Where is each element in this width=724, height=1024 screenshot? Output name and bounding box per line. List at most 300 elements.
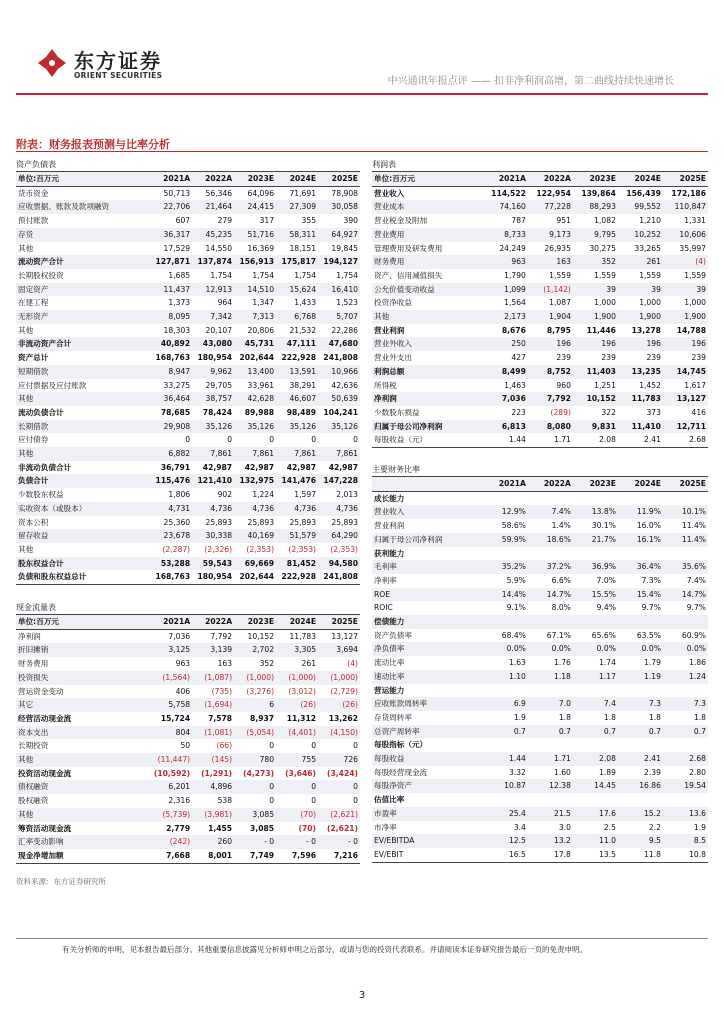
- cell-value: 222,928: [281, 353, 317, 363]
- appendix-title: 附表：财务报表预测与比率分析: [16, 138, 170, 151]
- row-label: 其他: [374, 312, 390, 322]
- cell-value: 2.39: [644, 767, 661, 777]
- cell-value: 121,410: [197, 476, 233, 486]
- cell-value: 1,082: [594, 216, 616, 226]
- cell-value: 67.1%: [546, 630, 571, 640]
- cell-value: (2,353): [246, 544, 275, 554]
- row-label: 少数股东损益: [374, 407, 420, 417]
- header-divider: [16, 93, 708, 95]
- cell-value: 0: [185, 435, 191, 445]
- row-label: 营运能力: [374, 685, 405, 695]
- cell-value: 0.0%: [551, 644, 571, 654]
- cell-value: 902: [217, 490, 233, 500]
- cell-value: 1.71: [528, 433, 573, 447]
- table-row: [16, 557, 360, 571]
- cell-value: (70): [300, 809, 317, 819]
- cell-value: 39: [606, 284, 616, 294]
- cell-value: 11,446: [586, 325, 616, 335]
- table-row: [16, 461, 360, 475]
- cell-value: 1,433: [294, 298, 317, 308]
- row-label: 营运资金变动: [18, 686, 64, 696]
- cell-value: 9,795: [594, 229, 616, 239]
- cell-value: 9.1%: [506, 603, 526, 613]
- row-label: 股权融资: [18, 796, 49, 806]
- cell-value: 12,913: [205, 284, 233, 294]
- table-row: [16, 712, 360, 726]
- cell-value: 7.3: [648, 699, 661, 709]
- table-row: [16, 671, 360, 685]
- table-row: [16, 780, 360, 794]
- table-row: [16, 502, 360, 516]
- cell-value: [528, 491, 573, 505]
- row-label: 负债合计: [18, 476, 49, 486]
- cell-value: [663, 684, 708, 698]
- cell-value: 7.0: [558, 699, 571, 709]
- cell-value: 35,126: [247, 421, 275, 431]
- balance-sheet-table: [16, 171, 360, 585]
- cell-value: 89,988: [244, 407, 275, 417]
- row-label: 净利率: [374, 575, 397, 585]
- cell-value: 24,249: [499, 243, 526, 253]
- cell-value: 9.7%: [641, 603, 661, 613]
- table-row: [372, 406, 708, 420]
- cell-value: [618, 547, 663, 561]
- cell-value: 13,235: [631, 366, 661, 376]
- cell-value: 25,893: [205, 517, 233, 527]
- cash-flow-table: [16, 614, 360, 864]
- cell-value: 2,013: [336, 490, 358, 500]
- cell-value: 13.6: [689, 808, 706, 818]
- cell-value: 7,313: [252, 312, 275, 322]
- cell-value: 78,424: [202, 407, 233, 417]
- cell-value: 1,806: [168, 490, 191, 500]
- cell-value: (11,447): [157, 755, 191, 765]
- table-row: [16, 255, 360, 269]
- cell-value: 180,954: [197, 353, 233, 363]
- cell-value: 17,529: [163, 243, 191, 253]
- cell-value: 1.4%: [551, 521, 571, 531]
- cell-value: [483, 793, 528, 807]
- cell-value: 4,736: [252, 503, 275, 513]
- cell-value: 0.7: [603, 726, 616, 736]
- cell-value: 787: [511, 216, 526, 226]
- cell-value: 13,127: [331, 631, 358, 641]
- cell-value: 33,265: [634, 243, 661, 253]
- row-label: 营业利润: [374, 325, 405, 335]
- column-header: 2023E: [234, 615, 276, 630]
- cell-value: 16.0%: [636, 521, 661, 531]
- cell-value: 1,224: [252, 490, 275, 500]
- cell-value: (145): [211, 755, 233, 765]
- row-label: 营业费用: [374, 229, 405, 239]
- cell-value: 81,452: [286, 558, 317, 568]
- cell-value: [483, 615, 528, 629]
- cell-value: 132,975: [239, 476, 275, 486]
- cell-value: 25,893: [289, 517, 317, 527]
- cell-value: 11,783: [289, 631, 317, 641]
- cell-value: 3,125: [168, 645, 191, 655]
- row-label: 投资损失: [18, 672, 49, 682]
- cell-value: 355: [301, 216, 317, 226]
- row-label: 管理费用及研发费用: [374, 243, 443, 253]
- table-row: [16, 379, 360, 393]
- row-label: 留存收益: [18, 531, 49, 541]
- cell-value: (2,353): [330, 544, 358, 554]
- table-row: [372, 601, 708, 615]
- cell-value: (26): [300, 700, 317, 710]
- cell-value: 141,476: [281, 476, 317, 486]
- cell-value: 9,173: [549, 229, 571, 239]
- column-header: 2024E: [276, 172, 318, 187]
- cell-value: 13,127: [676, 394, 706, 404]
- cell-value: 2.08: [573, 433, 618, 447]
- cell-value: 7.3%: [641, 575, 661, 585]
- cell-value: 25,360: [163, 517, 191, 527]
- cell-value: (2,326): [204, 544, 233, 554]
- table-row: [372, 642, 708, 656]
- cell-value: 15.4%: [636, 589, 661, 599]
- cell-value: 3.0: [558, 822, 571, 832]
- cell-value: 127,871: [155, 257, 191, 267]
- cell-value: 3,085: [250, 823, 275, 833]
- row-label: 投资活动现金流: [18, 768, 72, 778]
- column-header: 单位:百万元: [16, 172, 150, 187]
- cell-value: 42,987: [328, 462, 358, 472]
- cell-value: 0.7: [648, 726, 661, 736]
- table-row: [16, 570, 360, 584]
- table-row: [372, 242, 708, 256]
- cell-value: 8,095: [168, 312, 191, 322]
- table-row: [372, 519, 708, 533]
- cell-value: 1.60: [553, 767, 571, 777]
- cell-value: 250: [511, 339, 526, 349]
- cell-value: 58,311: [289, 229, 317, 239]
- cell-value: 963: [511, 257, 526, 267]
- cell-value: 10,966: [331, 366, 358, 376]
- cell-value: 13.8%: [591, 507, 616, 517]
- table-header-row: [16, 615, 360, 630]
- cell-value: 7,861: [210, 449, 233, 459]
- cell-value: 0: [269, 782, 275, 792]
- table-row: [16, 406, 360, 420]
- table-row: [372, 738, 708, 752]
- table-row: [372, 214, 708, 228]
- cell-value: (3,981): [204, 809, 233, 819]
- cell-value: 241,808: [323, 353, 358, 363]
- cell-value: 1.89: [599, 767, 616, 777]
- table-row: [372, 560, 708, 574]
- cell-value: 18.6%: [546, 534, 571, 544]
- cell-value: 1,900: [684, 312, 706, 322]
- table-row: [16, 269, 360, 283]
- cell-value: 16,410: [331, 284, 358, 294]
- cell-value: 12.38: [549, 781, 571, 791]
- table-row: [372, 793, 708, 807]
- cell-value: 17.6: [599, 808, 616, 818]
- row-label: 筹资活动现金流: [18, 823, 72, 833]
- row-label: 每股收益: [374, 754, 405, 764]
- row-label: 其他: [18, 325, 34, 335]
- cell-value: 19,845: [331, 243, 358, 253]
- row-label: 资本公积: [18, 517, 49, 527]
- table-row: [16, 739, 360, 753]
- cell-value: 11.0: [599, 836, 616, 846]
- cell-value: 239: [556, 353, 571, 363]
- cell-value: 1,251: [594, 380, 616, 390]
- table-row: [16, 726, 360, 740]
- cell-value: 1,000: [639, 298, 661, 308]
- table-row: [372, 725, 708, 739]
- cell-value: 11.4%: [681, 521, 706, 531]
- table-row: [372, 533, 708, 547]
- cell-value: 6.6%: [551, 575, 571, 585]
- table-row: [372, 283, 708, 297]
- cell-value: 33,275: [163, 380, 191, 390]
- row-label: 其他: [18, 755, 34, 765]
- orient-securities-logo: [36, 45, 176, 87]
- cell-value: 1,099: [504, 284, 526, 294]
- cell-value: 196: [646, 339, 661, 349]
- row-label: 长期股权投资: [18, 270, 64, 280]
- cell-value: - 0: [264, 837, 275, 847]
- cell-value: 2.80: [689, 767, 706, 777]
- row-label: 营业收入: [374, 507, 405, 517]
- cell-value: 163: [217, 659, 233, 669]
- table-row: [16, 214, 360, 228]
- cell-value: 1,685: [168, 270, 191, 280]
- cell-value: 0: [227, 435, 233, 445]
- cell-value: [573, 793, 618, 807]
- column-header: 单位:百万元: [16, 615, 150, 630]
- cell-value: 1,559: [639, 270, 661, 280]
- row-label: 营业利润: [374, 521, 405, 531]
- table-row: [372, 697, 708, 711]
- cell-value: 1,900: [594, 312, 616, 322]
- cell-value: [618, 793, 663, 807]
- cell-value: 36,464: [163, 394, 191, 404]
- table-row: [372, 629, 708, 643]
- income-statement-title: 利润表: [372, 160, 396, 169]
- column-header: 单位:百万元: [372, 172, 483, 187]
- cell-value: 390: [343, 216, 358, 226]
- row-label: 存货: [18, 229, 34, 239]
- table-row: [16, 753, 360, 767]
- cell-value: [663, 615, 708, 629]
- row-label: 股东权益合计: [18, 558, 64, 568]
- cell-value: [663, 547, 708, 561]
- table-row: [16, 488, 360, 502]
- column-header: 2025E: [318, 172, 360, 187]
- cell-value: 1,000: [684, 298, 706, 308]
- cell-value: 3,694: [336, 645, 358, 655]
- table-row: [16, 543, 360, 557]
- cell-value: 15,724: [160, 713, 191, 723]
- column-header: 2022A: [192, 172, 234, 187]
- table-row: [16, 296, 360, 310]
- logo-chinese-name: 东方证券: [74, 49, 162, 73]
- cell-value: 15,624: [289, 284, 317, 294]
- cell-value: 804: [175, 727, 191, 737]
- table-row: [372, 310, 708, 324]
- cell-value: 7,036: [501, 394, 526, 404]
- cell-value: 12.9%: [501, 507, 526, 517]
- cell-value: 1,754: [336, 270, 358, 280]
- table-row: [16, 474, 360, 488]
- cell-value: 2,173: [504, 312, 526, 322]
- cell-value: 1,617: [684, 380, 706, 390]
- table-row: [372, 269, 708, 283]
- cell-value: [618, 684, 663, 698]
- cell-value: 6,768: [294, 312, 317, 322]
- cell-value: 8,733: [504, 229, 526, 239]
- cell-value: 51,716: [247, 229, 275, 239]
- table-row: [372, 779, 708, 793]
- table-row: [372, 752, 708, 766]
- cell-value: 2.41: [644, 754, 661, 764]
- cell-value: 78,908: [331, 188, 358, 198]
- cell-value: 63.5%: [636, 630, 661, 640]
- column-header: 2025E: [663, 477, 708, 492]
- row-label: 每股指标（元）: [374, 740, 428, 750]
- cell-value: 50,639: [331, 394, 358, 404]
- cell-value: 42,987: [244, 462, 275, 472]
- cell-value: 18,303: [163, 325, 191, 335]
- page-number: 3: [358, 990, 366, 1001]
- cell-value: (4): [347, 659, 358, 669]
- cell-value: 180,954: [192, 570, 234, 584]
- table-row: [16, 822, 360, 836]
- cell-value: 196: [601, 339, 616, 349]
- cell-value: [528, 793, 573, 807]
- cell-value: 17.8: [528, 848, 573, 862]
- row-label: 长期投资: [18, 741, 49, 751]
- row-label: 货币资金: [18, 188, 49, 198]
- cell-value: 14.7%: [681, 589, 706, 599]
- cell-value: 241,808: [318, 570, 360, 584]
- column-header: 2024E: [276, 615, 318, 630]
- cell-value: 1,904: [549, 312, 571, 322]
- cell-value: [573, 491, 618, 505]
- cell-value: 5,758: [168, 700, 191, 710]
- cell-value: (1,000): [246, 672, 275, 682]
- cell-value: 147,228: [323, 476, 358, 486]
- cell-value: 7,578: [208, 713, 233, 723]
- cell-value: 202,644: [239, 353, 275, 363]
- cell-value: 23,678: [163, 531, 191, 541]
- cell-value: 1,900: [639, 312, 661, 322]
- table-row: [16, 808, 360, 822]
- cell-value: 964: [217, 298, 233, 308]
- cell-value: 8,499: [501, 366, 526, 376]
- cell-value: 7,749: [234, 849, 276, 863]
- cell-value: 223: [511, 407, 526, 417]
- cell-value: 1,559: [684, 270, 706, 280]
- cell-value: 6,882: [168, 449, 191, 459]
- table-row: [372, 351, 708, 365]
- table-row: [16, 228, 360, 242]
- cell-value: 11,783: [631, 394, 661, 404]
- cell-value: 35.6%: [681, 562, 706, 572]
- row-label: 折旧摊销: [18, 645, 49, 655]
- column-header: 2023E: [573, 172, 618, 187]
- cell-value: 0: [311, 796, 317, 806]
- cell-value: 3.4: [513, 822, 526, 832]
- cell-value: 4,736: [294, 503, 317, 513]
- row-label: 净负债率: [374, 644, 405, 654]
- cell-value: 2.41: [618, 433, 663, 447]
- cell-value: (1,694): [204, 700, 233, 710]
- cell-value: [528, 738, 573, 752]
- cell-value: 1.8: [603, 712, 616, 722]
- cell-value: 24,415: [247, 202, 275, 212]
- row-label: 每股净资产: [374, 781, 412, 791]
- cell-value: 1.76: [553, 658, 571, 668]
- cell-value: 1.86: [689, 658, 706, 668]
- cell-value: 4,736: [336, 503, 358, 513]
- cell-value: 175,817: [281, 257, 317, 267]
- cell-value: 29,908: [163, 421, 191, 431]
- logo-english-name: ORIENT SECURITIES: [74, 71, 163, 80]
- cell-value: 9,962: [210, 366, 233, 376]
- cell-value: 239: [601, 353, 616, 363]
- cell-value: 1,523: [336, 298, 358, 308]
- cell-value: 1.71: [553, 754, 571, 764]
- cell-value: 2,779: [166, 823, 191, 833]
- cell-value: 8,752: [546, 366, 571, 376]
- row-label: 其他: [18, 394, 34, 404]
- cell-value: 4,731: [168, 503, 191, 513]
- row-label: 所得税: [374, 380, 397, 390]
- cell-value: 279: [217, 216, 233, 226]
- cell-value: 42,636: [331, 380, 358, 390]
- row-label: 应付债券: [18, 435, 49, 445]
- cell-value: 16.86: [639, 781, 661, 791]
- table-row: [16, 365, 360, 379]
- cell-value: 47,111: [286, 339, 317, 349]
- cell-value: [618, 738, 663, 752]
- cell-value: 0: [269, 435, 275, 445]
- cell-value: 6.9: [513, 699, 526, 709]
- cell-value: 202,644: [234, 570, 276, 584]
- row-label: 长期借款: [18, 421, 49, 431]
- row-label: 无形资产: [18, 312, 49, 322]
- cell-value: 239: [646, 353, 661, 363]
- cell-value: 30,275: [589, 243, 616, 253]
- table-row: [16, 420, 360, 434]
- cell-value: - 0: [306, 837, 317, 847]
- cell-value: 156,439: [626, 188, 661, 198]
- cell-value: 11,312: [286, 713, 317, 723]
- cell-value: 13,278: [631, 325, 661, 335]
- cell-value: 27,309: [289, 202, 317, 212]
- cell-value: 11.4%: [681, 534, 706, 544]
- column-header: 2025E: [663, 172, 708, 187]
- row-label: 投资净收益: [374, 298, 412, 308]
- cell-value: 7,792: [546, 394, 571, 404]
- cell-value: 0: [269, 796, 275, 806]
- cell-value: 12,711: [676, 421, 706, 431]
- cell-value: 0: [311, 741, 317, 751]
- cell-value: 50: [180, 741, 191, 751]
- cell-value: (4,150): [330, 727, 358, 737]
- cell-value: 65.6%: [591, 630, 616, 640]
- row-label: 归属于母公司净利润: [374, 421, 443, 431]
- cell-value: 0: [269, 741, 275, 751]
- cell-value: 35.2%: [501, 562, 526, 572]
- cell-value: 2,702: [252, 645, 275, 655]
- table-row: [16, 794, 360, 808]
- cell-value: 1,790: [504, 270, 526, 280]
